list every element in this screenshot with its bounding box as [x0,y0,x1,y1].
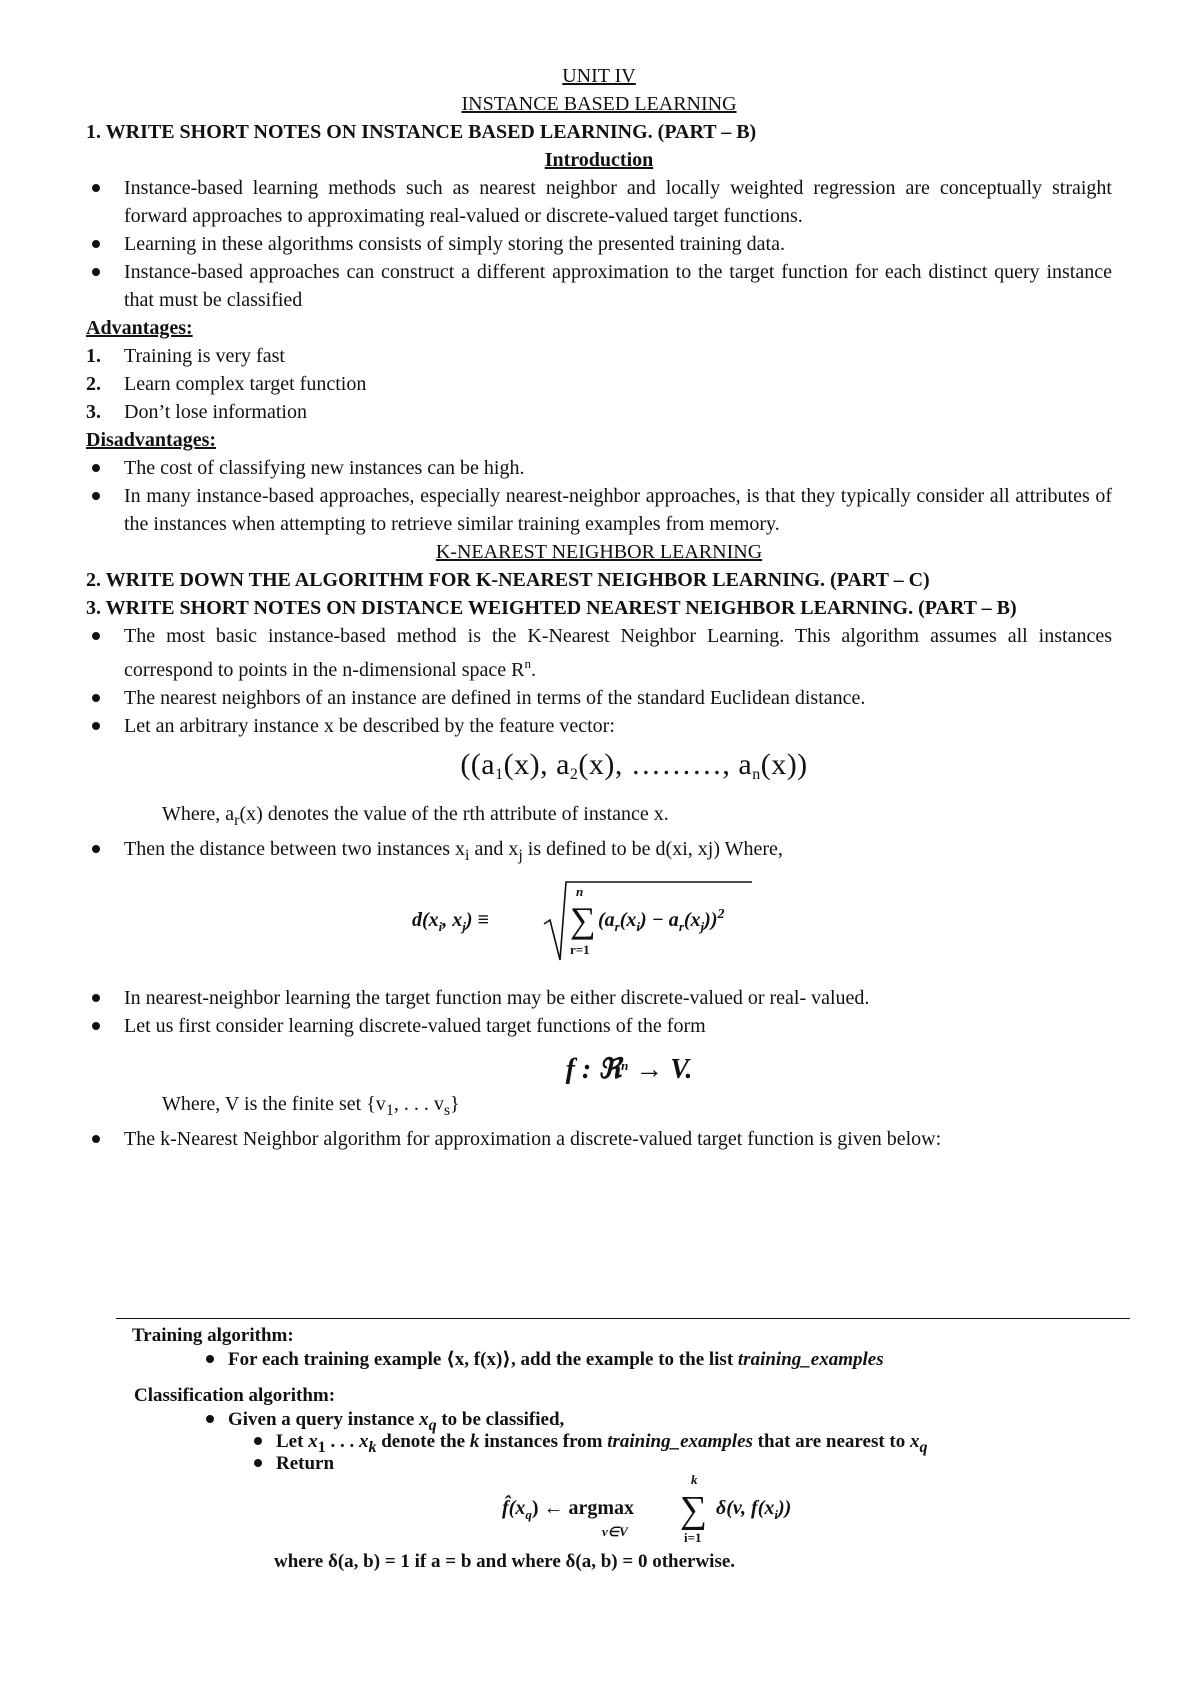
list-item: Then the distance between two instances $x_i$ and $x_j$ is defined to be d(xi, xj) Where, [86,835,1112,870]
intro-heading: Introduction [544,149,654,171]
list-item: 2. Learn complex target function [86,373,367,395]
disadvantages-heading: Disadvantages: [86,429,217,451]
svg-text:v∈V: v∈V [602,1524,628,1539]
bullet-icon [86,482,124,510]
list-item: 1. Training is very fast [86,345,285,367]
classification-title: Classification algorithm: [134,1385,336,1406]
svg-text:n: n [576,884,584,899]
bullet-icon [86,835,124,863]
svg-text:∑: ∑ [570,900,596,940]
feature-vector-formula: (($a_1(x)$, $a_2(x)$, ………, $a_n(x)$) [460,748,808,783]
bullet-icon [254,1437,262,1445]
bullet-icon [86,258,124,286]
training-step: For each training example ⟨x, f(x)⟩, add the example to the list training_examples [206,1348,884,1372]
where-ar-text: Where, $a_r(x)$ denotes the value of the rth attribute of instance x. [162,803,669,829]
list-item: Let us first consider learning discrete-valued target functions of the form [86,1012,1112,1040]
svg-text:r=1: r=1 [570,942,590,957]
return-formula-svg [502,1470,942,1548]
bullet-icon [86,684,124,712]
delta-definition: where δ(a, b) = 1 if a = b and where δ(a, b) = 0 otherwise. [274,1551,736,1572]
bullet-icon [86,174,124,202]
svg-text:∑: ∑ [680,1489,708,1531]
list-item: Let an arbitrary instance x be described by the feature vector: [86,712,1112,740]
list-item: Instance-based approaches can construct a different approximation to the target function for each distinct query instance that must be classified [86,258,1112,314]
svg-text:(ar(xi) − ar(xj))2: $(a_r(x_i) - a_r(x_j))^2$ [598,907,725,934]
svg-text:k: k [691,1472,698,1487]
topic-title: INSTANCE BASED LEARNING [461,93,737,115]
bullet-icon [86,712,124,740]
svg-text:i=1: i=1 [684,1530,702,1545]
let-step: Let $x_1$ . . . $x_k$ denote the k instances from training_examples that are nearest to $x_q$ [254,1430,928,1460]
knn-heading: K-NEAREST NEIGHBOR LEARNING [435,541,763,563]
euclidean-distance-formula [86,874,1112,966]
list-item: 3. Don’t lose information [86,401,307,423]
divider [116,1318,1130,1319]
list-item: The k-Nearest Neighbor algorithm for approximation a discrete-valued target function is given below: [86,1125,1112,1153]
question-2: 2. WRITE DOWN THE ALGORITHM FOR K-NEAREST NEIGHBOR LEARNING. (PART – C) [86,569,930,591]
bullet-icon [254,1459,262,1467]
bullet-icon [86,984,124,1012]
bullet-icon [86,230,124,258]
list-item: Learning in these algorithms consists of simply storing the presented training data. [86,230,1112,258]
bullet-icon [86,622,124,650]
list-item: The cost of classifying new instances can be high. [86,454,1112,482]
return-step: Return [254,1452,334,1476]
svg-text:f̂(xq) ← argmax: $f̂(x_q)$ ← argmax [502,1497,635,1522]
svg-text:d(xi, xj) ≡: $d(x_i$, $x_j$) ≡ [412,909,489,934]
document-page [86,62,1112,1153]
bullet-icon [86,454,124,482]
question-1: 1. WRITE SHORT NOTES ON INSTANCE BASED LEARNING. (PART – B) [86,121,757,143]
list-item: In nearest-neighbor learning the target function may be either discrete-valued or real- valued. [86,984,1112,1012]
bullet-icon [86,1125,124,1153]
svg-text:δ(v, f(xi)): δ(v, $f(x_i)$) [716,1497,792,1522]
bullet-icon [206,1355,214,1363]
query-step: Given a query instance $x_q$ to be classified, [206,1408,564,1438]
bullet-icon [206,1415,214,1423]
training-title: Training algorithm: [132,1325,294,1346]
bullet-icon [86,1012,124,1040]
advantages-heading: Advantages: [86,317,193,339]
target-function-formula: f : ℜ$^n$ → V. [565,1054,693,1085]
list-item: The most basic instance-based method is the K-Nearest Neighbor Learning. This algorithm assumes all instances correspond to points in the n-dimensional space $R^n$. [86,622,1112,684]
distance-formula-svg [86,874,1112,966]
where-v-text: Where, V is the finite set {$v_1$, . . . $v_s$} [162,1093,460,1119]
unit-title: UNIT IV [562,65,636,87]
question-3: 3. WRITE SHORT NOTES ON DISTANCE WEIGHTED NEAREST NEIGHBOR LEARNING. (PART – B) [86,597,1017,619]
list-item: The nearest neighbors of an instance are defined in terms of the standard Euclidean distance. [86,684,1112,712]
list-item: In many instance-based approaches, especially nearest-neighbor approaches, is that they typically consider all attributes of the instances when attempting to retrieve similar training examples from memory. [86,482,1112,538]
list-item: Instance-based learning methods such as nearest neighbor and locally weighted regression are conceptually straight forward approaches to approximating real-valued or discrete-valued target functions. [86,174,1112,230]
